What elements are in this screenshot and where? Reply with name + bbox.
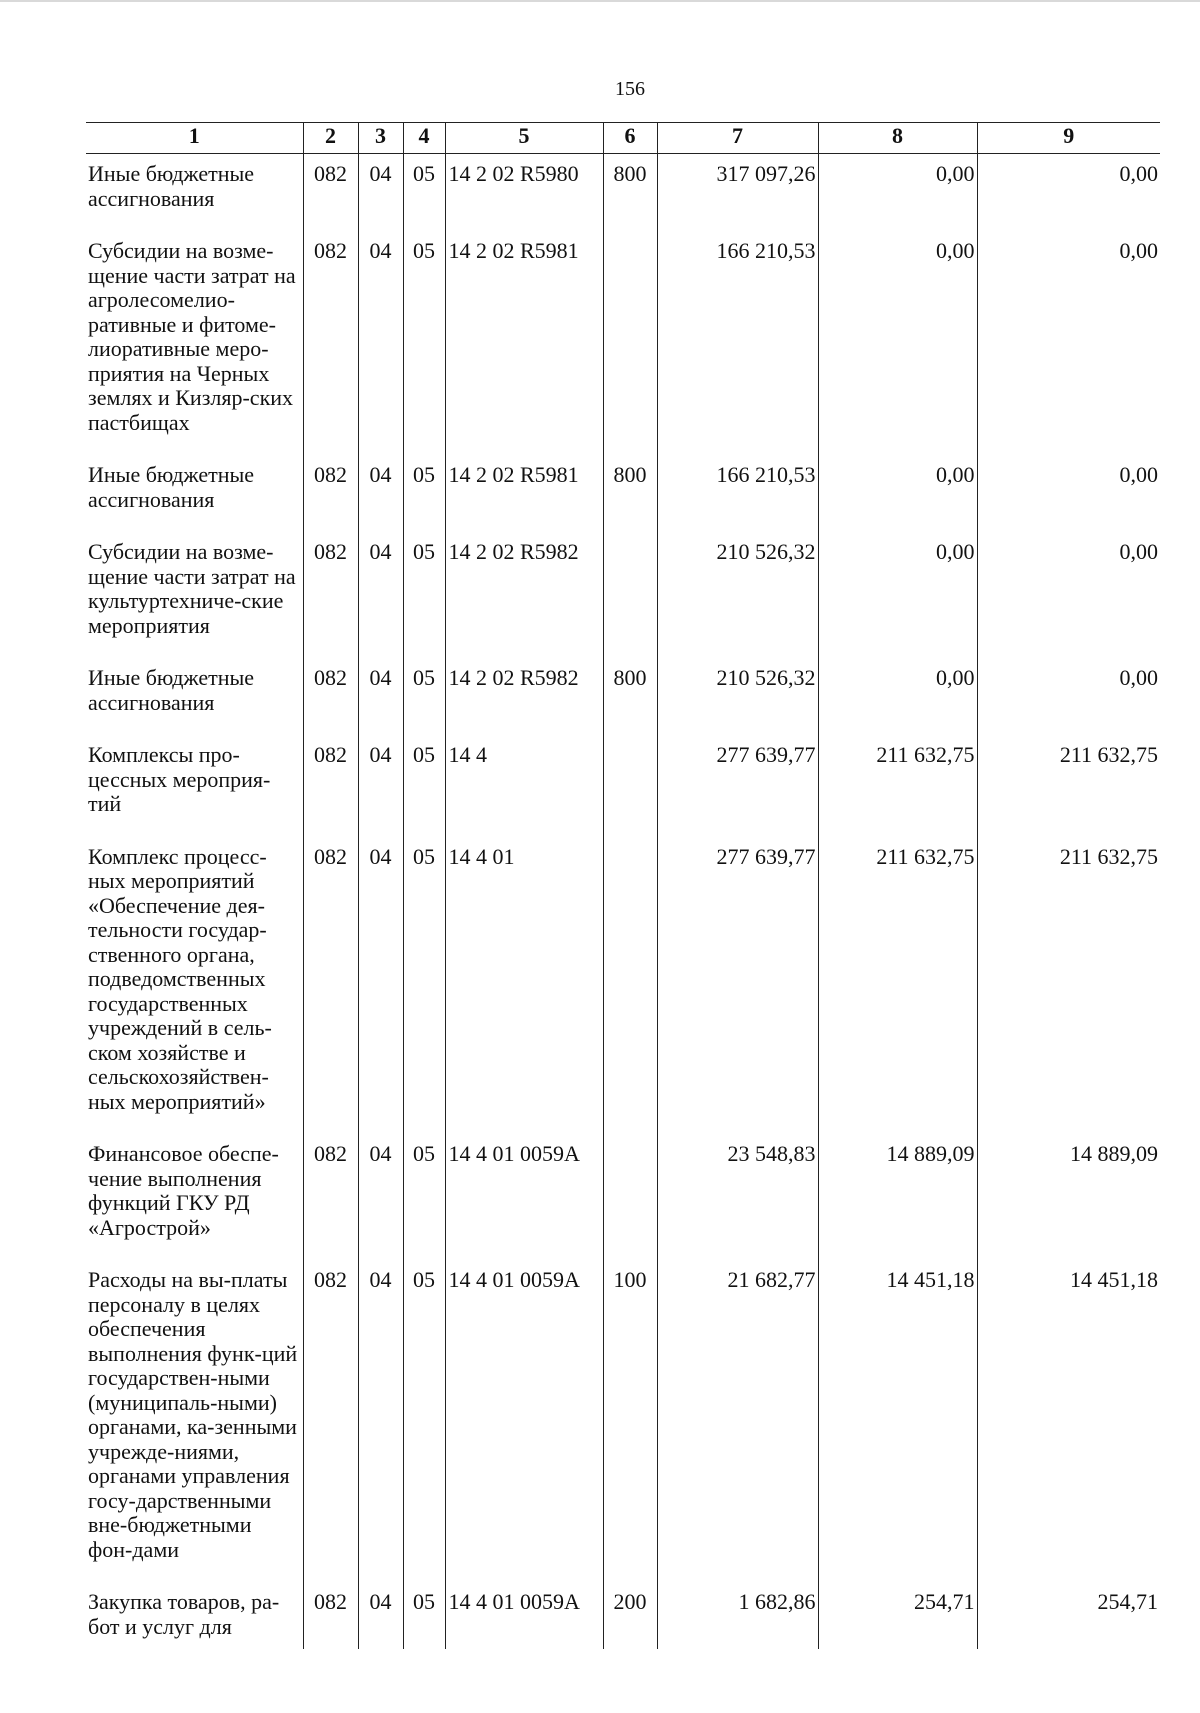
table-body bbox=[86, 154, 1160, 1650]
table-row bbox=[86, 1260, 1160, 1582]
row-name: Субсидии на возме-щение части затрат на культуртехниче-ские мероприятия bbox=[88, 539, 296, 638]
ministry-code: 082 bbox=[303, 658, 358, 735]
row-name: Иные бюджетные ассигнования bbox=[88, 462, 255, 512]
table-row bbox=[86, 154, 1160, 232]
header-row bbox=[86, 123, 1160, 154]
amount-col-7: 317 097,26 bbox=[657, 154, 818, 232]
table-row bbox=[86, 231, 1160, 455]
amount-col-7: 277 639,77 bbox=[657, 837, 818, 1135]
budget-table bbox=[86, 122, 1160, 1649]
table-row bbox=[86, 1134, 1160, 1260]
amount-col-8: 0,00 bbox=[818, 532, 977, 658]
amount-col-9: 254,71 bbox=[977, 1582, 1160, 1649]
col-header-5: 5 bbox=[445, 123, 603, 154]
row-name: Закупка товаров, ра-бот и услуг для bbox=[88, 1589, 280, 1639]
target-article-code: 14 4 01 0059А bbox=[445, 1134, 603, 1260]
target-article-code: 14 4 01 bbox=[445, 837, 603, 1135]
section-code: 04 bbox=[358, 1582, 403, 1649]
section-code: 04 bbox=[358, 231, 403, 455]
amount-col-7: 1 682,86 bbox=[657, 1582, 818, 1649]
amount-col-9: 0,00 bbox=[977, 154, 1160, 232]
amount-col-8: 14 451,18 bbox=[818, 1260, 977, 1582]
col-header-7: 7 bbox=[657, 123, 818, 154]
expense-type-code: 800 bbox=[603, 154, 657, 232]
expense-type-code: 100 bbox=[603, 1260, 657, 1582]
section-code: 04 bbox=[358, 1260, 403, 1582]
expense-type-code bbox=[603, 1134, 657, 1260]
amount-col-9: 0,00 bbox=[977, 455, 1160, 532]
table-row bbox=[86, 1582, 1160, 1649]
expense-type-code bbox=[603, 231, 657, 455]
subsection-code: 05 bbox=[403, 1582, 445, 1649]
subsection-code: 05 bbox=[403, 455, 445, 532]
amount-col-9: 14 451,18 bbox=[977, 1260, 1160, 1582]
table-row bbox=[86, 532, 1160, 658]
section-code: 04 bbox=[358, 658, 403, 735]
amount-col-7: 277 639,77 bbox=[657, 735, 818, 837]
amount-col-7: 166 210,53 bbox=[657, 455, 818, 532]
section-code: 04 bbox=[358, 837, 403, 1135]
ministry-code: 082 bbox=[303, 532, 358, 658]
amount-col-8: 0,00 bbox=[818, 154, 977, 232]
col-header-1: 1 bbox=[86, 123, 303, 154]
amount-col-7: 23 548,83 bbox=[657, 1134, 818, 1260]
subsection-code: 05 bbox=[403, 1260, 445, 1582]
subsection-code: 05 bbox=[403, 231, 445, 455]
amount-col-8: 14 889,09 bbox=[818, 1134, 977, 1260]
amount-col-9: 0,00 bbox=[977, 532, 1160, 658]
expense-type-code bbox=[603, 837, 657, 1135]
row-name: Финансовое обеспе-чение выполнения функций ГКУ РД «Агрострой» bbox=[88, 1141, 279, 1240]
target-article-code: 14 2 02 R5982 bbox=[445, 532, 603, 658]
table-row bbox=[86, 837, 1160, 1135]
scan-edge bbox=[0, 0, 1200, 2]
ministry-code: 082 bbox=[303, 1582, 358, 1649]
ministry-code: 082 bbox=[303, 735, 358, 837]
col-header-8: 8 bbox=[818, 123, 977, 154]
table-row bbox=[86, 658, 1160, 735]
target-article-code: 14 2 02 R5980 bbox=[445, 154, 603, 232]
expense-type-code bbox=[603, 532, 657, 658]
amount-col-9: 14 889,09 bbox=[977, 1134, 1160, 1260]
subsection-code: 05 bbox=[403, 658, 445, 735]
ministry-code: 082 bbox=[303, 154, 358, 232]
amount-col-7: 21 682,77 bbox=[657, 1260, 818, 1582]
ministry-code: 082 bbox=[303, 1260, 358, 1582]
row-name: Расходы на вы-платы персоналу в целях обеспечения выполнения функ-ций государствен-ными (муниципаль-ными) органами, ка-зенными учрежде-ниями, органами управления госу-дарственными вне-бюджетными фон-дами bbox=[88, 1267, 298, 1562]
amount-col-8: 0,00 bbox=[818, 658, 977, 735]
amount-col-8: 211 632,75 bbox=[818, 735, 977, 837]
budget-table-container bbox=[86, 122, 1160, 1649]
amount-col-9: 0,00 bbox=[977, 231, 1160, 455]
expense-type-code bbox=[603, 735, 657, 837]
subsection-code: 05 bbox=[403, 837, 445, 1135]
amount-col-7: 166 210,53 bbox=[657, 231, 818, 455]
amount-col-9: 211 632,75 bbox=[977, 837, 1160, 1135]
target-article-code: 14 2 02 R5981 bbox=[445, 455, 603, 532]
subsection-code: 05 bbox=[403, 154, 445, 232]
amount-col-9: 211 632,75 bbox=[977, 735, 1160, 837]
col-header-4: 4 bbox=[403, 123, 445, 154]
col-header-2: 2 bbox=[303, 123, 358, 154]
expense-type-code: 800 bbox=[603, 455, 657, 532]
expense-type-code: 800 bbox=[603, 658, 657, 735]
expense-type-code: 200 bbox=[603, 1582, 657, 1649]
target-article-code: 14 4 01 0059А bbox=[445, 1582, 603, 1649]
page-number: 156 bbox=[615, 78, 645, 100]
target-article-code: 14 2 02 R5981 bbox=[445, 231, 603, 455]
row-name: Комплексы про-цессных мероприя-тий bbox=[88, 742, 271, 816]
col-header-6: 6 bbox=[603, 123, 657, 154]
subsection-code: 05 bbox=[403, 735, 445, 837]
section-code: 04 bbox=[358, 735, 403, 837]
col-header-9: 9 bbox=[977, 123, 1160, 154]
ministry-code: 082 bbox=[303, 1134, 358, 1260]
amount-col-7: 210 526,32 bbox=[657, 532, 818, 658]
subsection-code: 05 bbox=[403, 532, 445, 658]
row-name: Комплекс процесс-ных мероприятий «Обеспечение дея-тельности государ-ственного органа, подведомственных государственных учреждений в сель-ском хозяйстве и сельскохозяйствен-ных мероприятий» bbox=[88, 843, 272, 1114]
target-article-code: 14 2 02 R5982 bbox=[445, 658, 603, 735]
row-name: Иные бюджетные ассигнования bbox=[88, 161, 255, 211]
section-code: 04 bbox=[358, 1134, 403, 1260]
ministry-code: 082 bbox=[303, 455, 358, 532]
amount-col-8: 211 632,75 bbox=[818, 837, 977, 1135]
table-row bbox=[86, 735, 1160, 837]
target-article-code: 14 4 bbox=[445, 735, 603, 837]
amount-col-8: 254,71 bbox=[818, 1582, 977, 1649]
amount-col-7: 210 526,32 bbox=[657, 658, 818, 735]
table-row bbox=[86, 455, 1160, 532]
col-header-3: 3 bbox=[358, 123, 403, 154]
amount-col-9: 0,00 bbox=[977, 658, 1160, 735]
row-name: Субсидии на возме-щение части затрат на агролесомелио-ративные и фитоме-лиоративные меро-приятия на Черных землях и Кизляр-ских пастбищах bbox=[88, 238, 296, 435]
ministry-code: 082 bbox=[303, 837, 358, 1135]
ministry-code: 082 bbox=[303, 231, 358, 455]
subsection-code: 05 bbox=[403, 1134, 445, 1260]
amount-col-8: 0,00 bbox=[818, 455, 977, 532]
section-code: 04 bbox=[358, 154, 403, 232]
amount-col-8: 0,00 bbox=[818, 231, 977, 455]
target-article-code: 14 4 01 0059А bbox=[445, 1260, 603, 1582]
section-code: 04 bbox=[358, 532, 403, 658]
row-name: Иные бюджетные ассигнования bbox=[88, 665, 255, 715]
section-code: 04 bbox=[358, 455, 403, 532]
